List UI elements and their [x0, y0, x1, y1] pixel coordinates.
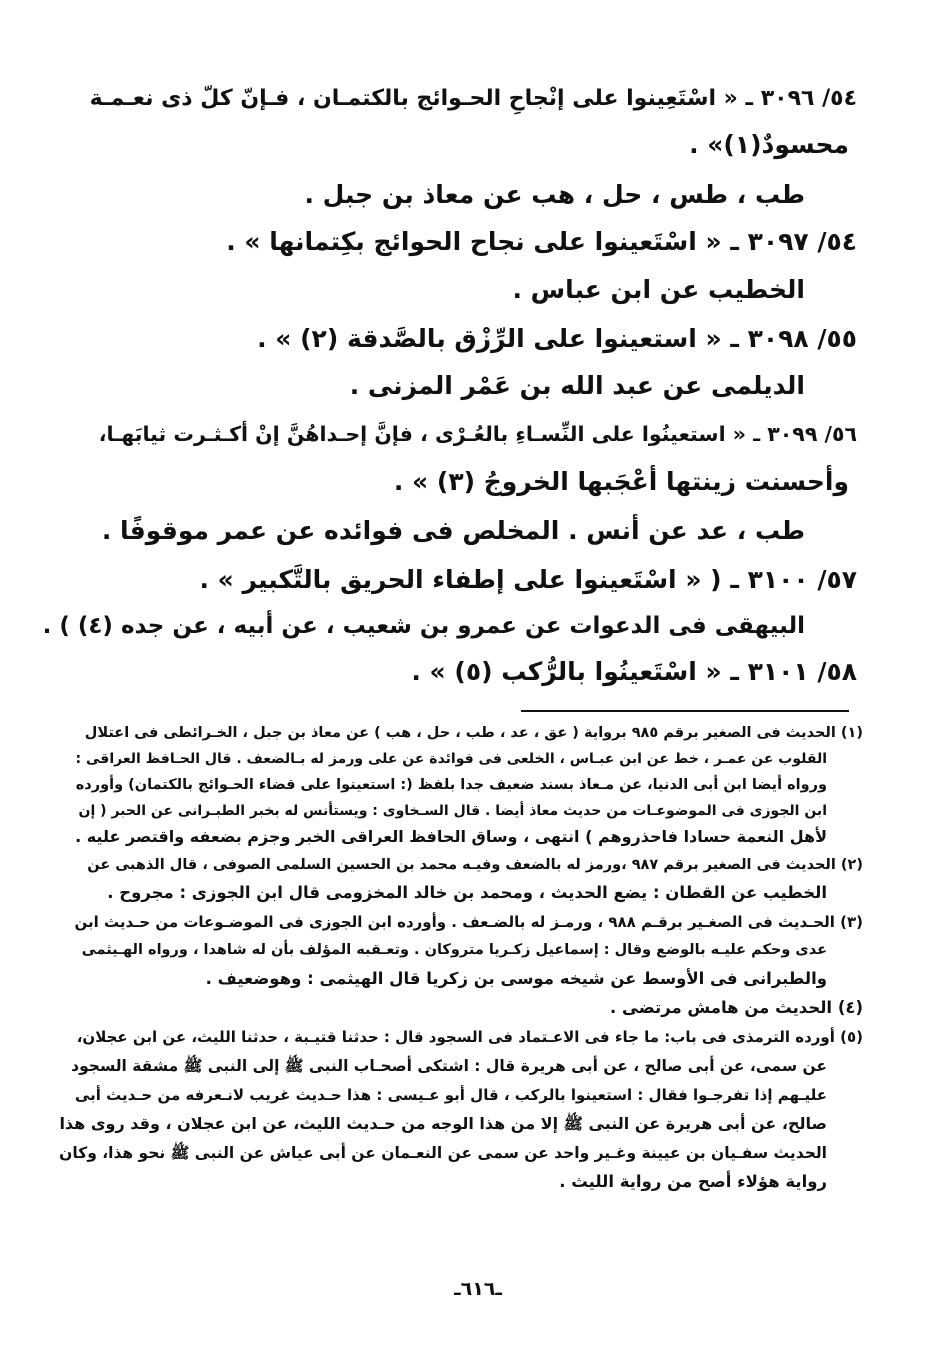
footnote-2-line-2: الخطيب عن القطان : يضع الحديث ، ومحمد بن خالد المخزومى قال ابن الجوزى : مجروح . [107, 883, 827, 902]
hadith-3099-line-2: وأحسنت زينتها أعْجَبها الخروجُ (٣) » . [393, 467, 849, 496]
source-3099: طب ، عد عن أنس . المخلص فى فوائده عن عمر موقوفًا . [101, 516, 805, 545]
footnote-3-line-2: عدى وحكم عليـه بالوضع وقال : إسماعيل زكـريا متروكان . وتعـقبه المؤلف بأن له شاهدا ، ورواه الهـيثمى [81, 942, 827, 958]
footnote-1-line-5: لأهل النعمة حسادا فاحذروهم ) انتهى ، وساق الحافظ العراقى الخبر وجزم بضعفه واقتصر عليه . [75, 827, 827, 846]
footnote-5-line-4: صالح، عن أبى هريرة عن النبى ﷺ إلا من هذا الوجه من حـديث الليث، عن ابن عجلان ، وقد روى هذا [59, 1114, 827, 1133]
hadith-3099-line-1: ٥٦/ ٣٠٩٩ ـ « استعينُوا على النِّسـاءِ بالعُـرْى ، فإنَّ إحـداهُنَّ إنْ أكـثـرت ثيابَهـا، [98, 422, 857, 446]
footnote-1-line-4: ابن الجوزى فى الموضوعـات من حديث معاذ أيضا . قال السـخاوى : ويستأنس له بخبر الطبـرانى عن الحبر ( إن [78, 803, 827, 819]
hadith-3097: ٥٤/ ٣٠٩٧ ـ « اسْتَعينوا على نجاح الحوائج بكِتمانها » . [226, 227, 857, 256]
hadith-3096-line-1: ٥٤/ ٣٠٩٦ ـ « اسْتَعِينوا على إنْجاحِ الحـوائج بالكتمـان ، فـإنّ كلّ ذى نعـمـة [89, 86, 857, 111]
footnote-3-line-1: (٣) الحـديث فى الصغـير برقـم ٩٨٨ ، ورمـز له بالضـعف . وأورده ابن الجوزى فى الموضـوعات من حـديث ابن [74, 913, 863, 931]
footnote-3-line-3: والطبرانى فى الأوسط عن شيخه موسى بن زكريا قال الهيثمى : وهوضعيف . [205, 969, 827, 988]
footnote-1-line-1: (١) الحديث فى الصغير برقم ٩٨٥ برواية ( عق ، عد ، طب ، حل ، هب ) عن معاذ بن جبل ، الخـرائطى فى اعتلال [84, 725, 863, 741]
footnote-4: (٤) الحديث من هامش مرتضى . [610, 998, 863, 1017]
source-3100: البيهقى فى الدعوات عن عمرو بن شعيب ، عن أبيه ، عن جده (٤) ) . [42, 613, 805, 639]
footnote-5-line-3: عليـهم إذا تفرجـوا فقال : استعينوا بالركب ، قال أبو عـيسى : هذا حـديث غريب لانـعرفه من حـديث أبى [74, 1086, 827, 1104]
hadith-3100: ٥٧/ ٣١٠٠ ـ ( « اسْتَعينوا على إطفاء الحريق بالتَّكبير » . [199, 565, 857, 594]
footnote-1-line-3: ورواه أيضا ابن أبى الدنيا، عن مـعاذ بسند ضعيف جدا بلفظ (: استعينوا على قضاء الحـوائج بالكتمان) وأورده [75, 777, 827, 793]
hadith-3096-line-2: محسودٌ(١)» . [689, 130, 849, 159]
source-3096: طب ، طس ، حل ، هب عن معاذ بن جبل . [304, 180, 805, 209]
hadith-3098: ٥٥/ ٣٠٩٨ ـ « استعينوا على الرِّزْق بالصَّدقة (٢) » . [257, 324, 857, 353]
page-number: ـ٦١٦ـ [454, 1278, 502, 1300]
source-3097: الخطيب عن ابن عباس . [512, 275, 805, 304]
footnote-5-line-6: رواية هؤلاء أصح من رواية الليث . [559, 1172, 827, 1191]
footnote-5-line-1: (٥) أورده الترمذى فى باب: ما جاء فى الاعـتماد فى السجود قال : حدثنا قتيـبة ، حدثنا الليث، عن ابن عجلان، [76, 1028, 863, 1046]
footnote-5-line-2: عن سمى، عن أبى صالح ، عن أبى هريرة قال : اشتكى أصحـاب النبى ﷺ إلى النبى ﷺ مشقة السجود [71, 1057, 827, 1075]
footnote-2-line-1: (٢) الحديث فى الصغير برقم ٩٨٧ ،ورمز له بالضعف وفيـه محمد بن الحسين السلمى الصوفى ، قال الذهبى عن [87, 857, 863, 873]
footnote-separator [521, 710, 849, 712]
hadith-3101: ٥٨/ ٣١٠١ ـ « اسْتَعينُوا بالرُّكب (٥) » . [411, 657, 857, 686]
footnote-1-line-2: القلوب عن عمـر ، خط عن ابن عبـاس ، الخلعى فى فوائدة عن على ورمز له بـالضعف . قال الحـافظ العراقى : [75, 751, 827, 767]
source-3098: الديلمى عن عبد الله بن عَمْر المزنى . [349, 371, 805, 400]
footnote-5-line-5: الحديث سفـيان بن عيينة وغـير واحد عن سمى عن النعـمان عن أبى عياش عن النبى ﷺ نحو هذا، وكان [59, 1144, 827, 1162]
